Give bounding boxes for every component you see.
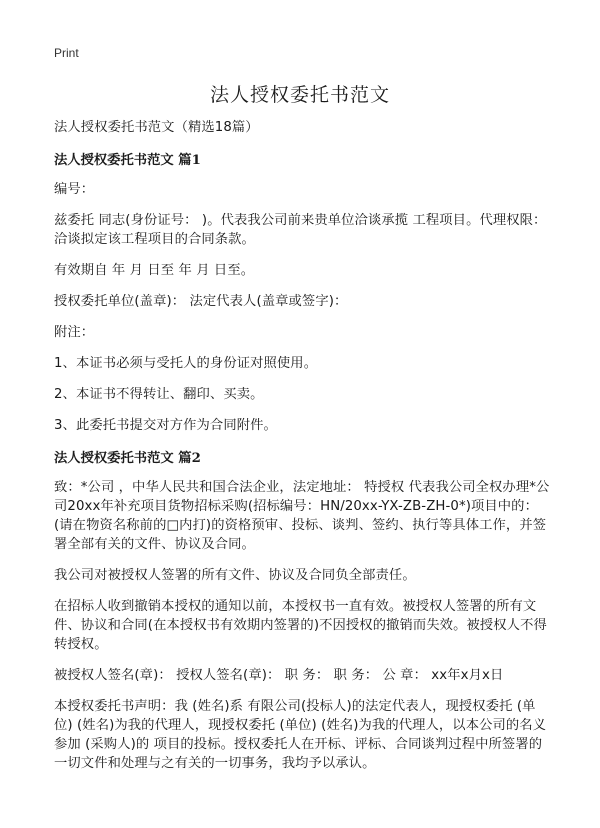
- section-heading-1: 法人授权委托书范文 篇1: [54, 153, 201, 168]
- section-heading-2: 法人授权委托书范文 篇2: [54, 451, 201, 466]
- paragraph: 致：*公司 ，中华人民共和国合法企业，法定地址： 特授权 代表我公司全权办理*公司20xx年补充项目货物招标采购(招标编号：HN/20xx-YX-ZB-ZH-0*)项目中的：(请在物资名称前的□内打)的资格预审、投标、谈判、签约、执行等具体工作，并签署全部有关的文件、协议及合同。: [54, 480, 550, 552]
- document-title: 法人授权委托书范文: [209, 84, 390, 106]
- print-label: Print: [54, 46, 79, 60]
- paragraph: 被授权人签名(章)： 授权人签名(章)： 职 务： 职 务： 公 章： xx年x月x日: [54, 668, 504, 683]
- list-item: 1、本证书必须与受托人的身份证对照使用。: [54, 356, 318, 371]
- list-item: 2、本证书不得转让、翻印、买卖。: [54, 387, 264, 402]
- paragraph: 本授权委托书声明：我 (姓名)系 有限公司(投标人)的法定代表人，现授权委托 (单位) (姓名)为我的代理人，现授权委托 (单位) (姓名)为我的代理人，以本公司的名义参加 (采购人)的 项目的投标。授权委托人在开标、评标、合同谈判过程中所签署的一切文件和处理与之有关的一切事务，我均予以承认。: [54, 699, 547, 771]
- paragraph: 有效期自 年 月 日至 年 月 日至。: [54, 263, 255, 278]
- paragraph: 我公司对被授权人签署的所有文件、协议及合同负全部责任。: [54, 568, 416, 583]
- paragraph: 编号：: [54, 182, 95, 197]
- paragraph: 附注：: [54, 325, 95, 340]
- list-item: 3、此委托书提交对方作为合同附件。: [54, 418, 277, 433]
- paragraph: 在招标人收到撤销本授权的通知以前，本授权书一直有效。被授权人签署的所有文件、协议和合同(在本授权书有效期内签署的)不因授权的撤销而失效。被授权人不得转授权。: [54, 599, 547, 652]
- paragraph: 兹委托 同志(身份证号： )。代表我公司前来贵单位洽谈承揽 工程项目。代理权限：洽谈拟定该工程项目的合同条款。: [54, 213, 547, 247]
- document-subtitle: 法人授权委托书范文（精选18篇）: [54, 120, 259, 135]
- document-body: [54, 118, 554, 785]
- paragraph: 授权委托单位(盖章)： 法定代表人(盖章或签字)：: [54, 294, 348, 309]
